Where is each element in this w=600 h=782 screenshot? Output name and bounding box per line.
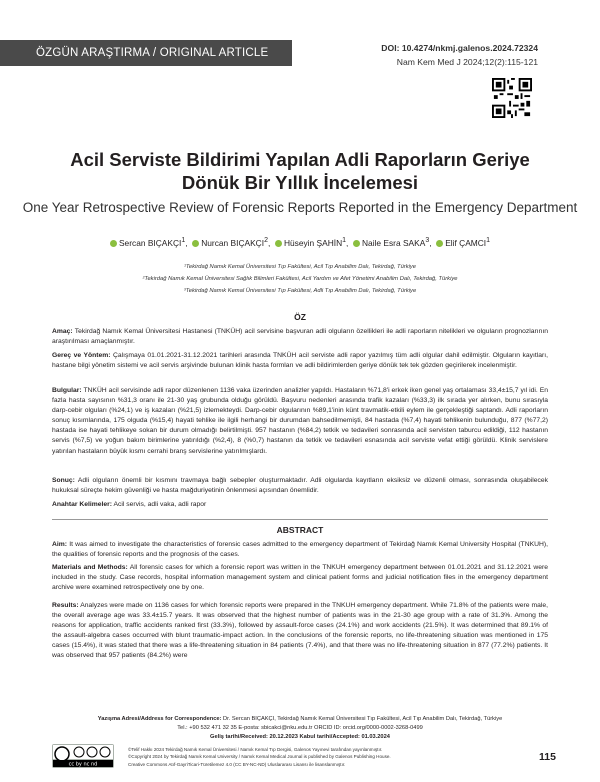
correspondence-dates: Geliş tarihi/Received: 20.12.2023 Kabul tarihi/Accepted: 01.03.2024 bbox=[210, 734, 390, 741]
orcid-icon[interactable] bbox=[353, 240, 360, 247]
author-affiliation-ref: 1 bbox=[342, 237, 347, 244]
author-name: Naile Esra SAKA bbox=[362, 237, 426, 248]
oz-amac bbox=[52, 327, 548, 347]
article-type-badge: ÖZGÜN ARAŞTIRMA / ORIGINAL ARTICLE bbox=[0, 40, 292, 66]
oz-sonuc bbox=[52, 476, 548, 496]
author[interactable]: Nurcan BIÇAKÇI$^2$, bbox=[192, 238, 272, 248]
section-label: Bulgular: bbox=[52, 387, 82, 394]
orcid-icon[interactable] bbox=[436, 240, 443, 247]
oz-heading: ÖZ bbox=[294, 312, 306, 322]
article-title-english: One Year Retrospective Review of Forensic Reports Reported in the Emergency Department bbox=[22, 200, 578, 215]
abstract-heading: ABSTRACT bbox=[276, 525, 324, 535]
cc-license-icon[interactable] bbox=[52, 744, 114, 768]
divider bbox=[52, 519, 548, 520]
copyright-line: ©Copyright 2024 by Tekirdağ Namık Kemal University / Namık Kemal Medical Journal is published by Galenos Publishing House. bbox=[128, 754, 391, 760]
author[interactable] bbox=[436, 238, 490, 248]
section-label: Materials and Methods: bbox=[52, 564, 128, 571]
correspondence-block bbox=[20, 715, 580, 743]
author-name: Nurcan BIÇAKÇI bbox=[201, 237, 265, 248]
abstract-methods bbox=[52, 563, 548, 593]
correspondence-contact[interactable]: Tel.: +90 532 471 32 35 E-posta: sbicakci@nku.edu.tr ORCID ID: orcid.org/0000-0002-3268-0499 bbox=[177, 725, 423, 732]
oz-keywords bbox=[52, 500, 548, 510]
author[interactable]: Sercan BIÇAKÇI$^1$, bbox=[110, 238, 190, 248]
article-title-turkish: Acil Serviste Bildirimi Yapılan Adli Raporların Geriye Dönük Bir Yıllık İncelemesi bbox=[70, 149, 530, 193]
section-label: Anahtar Kelimeler: bbox=[52, 501, 113, 508]
affiliation: ²Tekirdağ Namık Kemal Üniversitesi Sağlık Bilimleri Fakültesi, Acil Yardım ve Afet Yönetimi Anabilim Dalı, Tekirdağ, Türkiye bbox=[142, 276, 458, 282]
author[interactable]: Naile Esra SAKA$^3$, bbox=[353, 238, 434, 248]
correspondence-label: Yazışma Adresi/Address for Correspondence: bbox=[97, 716, 222, 722]
section-text: Tekirdağ Namık Kemal Üniversitesi Hastanesi (TNKÜH) acil servisine başvuran adli olguların özellikleri ile adli raporların nitelikleri ve olguların prognozlarının araştırılması amaçlanmıştır. bbox=[52, 328, 548, 346]
affiliation: ³Tekirdağ Namık Kemal Üniversitesi Tıp Fakültesi, Adli Tıp Anabilim Dalı, Tekirdağ, Türkiye bbox=[183, 288, 417, 294]
affiliation: ¹Tekirdağ Namık Kemal Üniversitesi Tıp Fakültesi, Acil Tıp Anabilim Dalı, Tekirdağ, Türkiye bbox=[183, 264, 417, 270]
section-label: Gereç ve Yöntem: bbox=[52, 352, 111, 359]
qr-code-icon bbox=[492, 78, 532, 118]
oz-gerec bbox=[52, 351, 548, 371]
oz-bulgular bbox=[52, 386, 548, 457]
doi[interactable]: DOI: 10.4274/nkmj.galenos.2024.72324 bbox=[381, 43, 538, 53]
orcid-icon[interactable] bbox=[110, 240, 117, 247]
author-affiliation-ref: 2 bbox=[264, 237, 268, 244]
author-affiliation-ref: 3 bbox=[425, 237, 430, 244]
author-affiliation-ref: 1 bbox=[181, 237, 186, 244]
correspondence-address bbox=[20, 715, 580, 724]
section-text: It was aimed to investigate the characteristics of forensic cases admitted to the emergency department of Tekirdağ Namık Kemal University Hospital (TNKUH), the qualities of forensic reports and the prognosis of the cases. bbox=[52, 541, 548, 559]
copyright-block bbox=[128, 746, 560, 768]
cc-label: cc by nc nd bbox=[68, 761, 98, 768]
abstract-aim bbox=[52, 540, 548, 560]
copyright-line: Creative Commons Atıf-GayriTicari-Türetilemez 4.0 (CC BY-NC-ND) Uluslararası Lisansı ile lisanslanmıştır. bbox=[128, 761, 346, 767]
correspondence-text: Dr. Sercan BIÇAKÇI, Tekirdağ Namık Kemal Üniversitesi Tıp Fakültesi, Acil Tıp Anabilim Dalı, Tekirdağ, Türkiye bbox=[223, 716, 503, 722]
author-name: Hüseyin ŞAHİN bbox=[283, 237, 343, 248]
orcid-icon[interactable] bbox=[275, 240, 282, 247]
section-label: Amaç: bbox=[52, 328, 73, 335]
orcid-icon[interactable] bbox=[192, 240, 199, 247]
page-number: 115 bbox=[539, 751, 556, 763]
section-label: Sonuç: bbox=[52, 477, 75, 484]
author[interactable]: Hüseyin ŞAHİN$^1$, bbox=[275, 238, 351, 248]
section-text: Çalışmaya 01.01.2021-31.12.2021 tarihleri arasında TNKÜH acil serviste adli rapor yazılmış tüm adli olgular dahil edilmiştir. Olguların kayıtları, hastane bilgi yönetim sistemi ve acil servis arşivinde bulunan klinik hasta formları ve adli bildirimlerden geriye dönük tek tek gözden geçirilerek incelenmiştir. bbox=[52, 352, 548, 370]
section-text: TNKÜH acil servisinde adli rapor düzenlenen 1136 vaka üzerinden analizler yapıldı. Hastaların %71,8'i erkek iken genel yaş ortalaması 33,4±15,7 yıl idi. En fazla hasta sayısının %31,3 oranı ile 21-30 yaş grubunda olduğu görüldü. Başvuru nedenleri arasında trafik kazaları (%33,3) ilk sırada yer alırken, bunu sırasıyla darp-cebir olguları (%24,1) ve iş kazaları (%21,5) izlemekteydi. Darp-cebir olgularının %89,1'inin künt travmatik-etkili eylem ile gerçekleştiği saptandı. Adli raporların sonuç kısımlarında, 175 olguda (%15,4) hayati tehlike ile ilgili herhangi bir durumdan bahsedilmemişti, 84 hastada (%7,4) hayati tehlikenin bulunduğu, 877 (%77,2) hastada ise hayati tehlikeye sokan bir durum olmadığı belirtilmişti. 957 hastanın (%84,2) tetkik ve tedavileri sonrasında acil servisten taburcu edildiği, 112 hastanın servis (%7,5) ve yoğun bakım birimlerine yatırıldığı (%2,4), 8 (%0,7) hastanın da tetkik ve tedavileri esnasında acil serviste vefat ettiği görüldü. Klinik servislere yatırılan hastaların büyük kısmı cerrahi branş servislerine yatırılmışlardı. bbox=[52, 387, 548, 455]
journal-citation: Nam Kem Med J 2024;12(2):115-121 bbox=[396, 57, 538, 67]
copyright-line: ©Telif Hakkı 2024 Tekirdağ Namık Kemal Üniversitesi / Namık Kemal Tıp Dergisi, Galenos Yayınevi tarafından yayınlanmıştır. bbox=[128, 747, 383, 752]
section-label: Aim: bbox=[52, 541, 67, 548]
section-label: Results: bbox=[52, 602, 79, 609]
section-text: All forensic cases for which a forensic report was written in the TNKUH emergency department between 01.01.2021 and 31.12.2021 were included in the study. Case records, hospital information management system and clinical patient forms and judicial notification files in the emergency department archive were examined retrospectively one by one. bbox=[52, 564, 548, 592]
section-text: Acil servis, adli vaka, adli rapor bbox=[113, 501, 207, 508]
section-text: Adli olguların önemli bir kısmını travmaya bağlı sebepler oluşturmaktadır. Adli olgularda kayıtların eksiksiz ve düzenli olması, sonrasında oluşabilecek hukuksal süreçte hekim güvenliği ve hasta mağduriyetinin önlenmesi açısından önemlidir. bbox=[52, 477, 548, 495]
author-affiliation-ref: 1 bbox=[486, 237, 491, 244]
author-name: Sercan BIÇAKÇI bbox=[118, 237, 182, 248]
author-name: Elif ÇAMCI bbox=[445, 237, 487, 248]
abstract-results bbox=[52, 601, 548, 662]
author-list bbox=[30, 237, 570, 248]
section-text: Analyzes were made on 1136 cases for which forensic reports were prepared in the TNKUH emergency department. While 71.8% of the patients were male, the overall average age was 33.4±15.7 years. It was observed that the highest number of patients was in the 21-30 age group with a rate of 31.3%. Among the reasons for application, traffic accidents ranked first (33.3%), followed by assault-force cases (24.1%) and work accidents (21.5%). It was determined that 89.1% of the assault-algebra cases occurred with blunt traumatic-impact action. In the conclusions of the forensic reports, no life-threatening situation was mentioned in 175 cases (15.4%), it was stated that there was a life-threatening situation in 84 patients (7.4%), and that there was no life-threatening situation in 877 (77.2%) patients. It was observed that 957 patients (84.2%) were bbox=[52, 602, 548, 660]
